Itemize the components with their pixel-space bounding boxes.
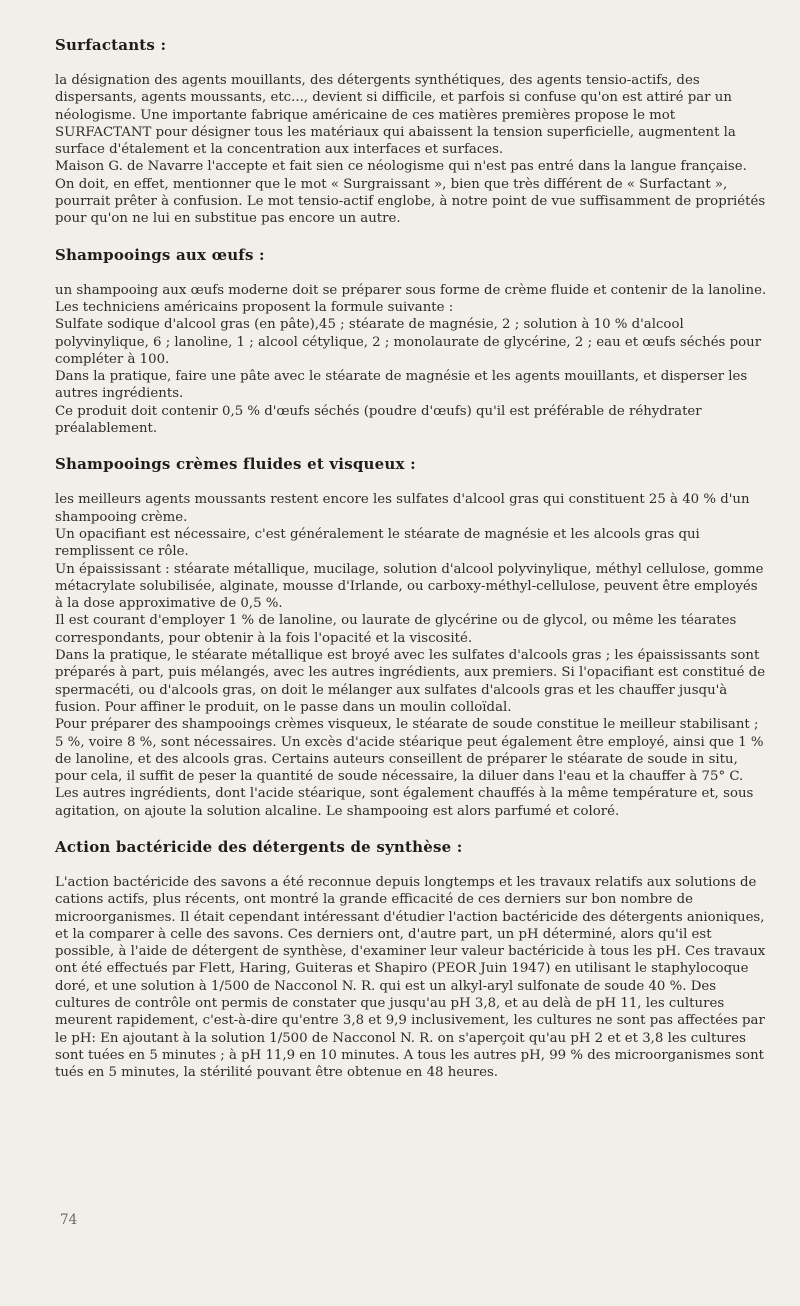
paragraph: Ce produit doit contenir 0,5 % d'œufs séchés (poudre d'œufs) qu'il est préférable de réhydrater préalablement. — [55, 403, 702, 437]
section-heading: Action bactéricide des détergents de synthèse : — [55, 837, 463, 856]
section-heading: Shampooings crèmes fluides et visqueux : — [55, 455, 416, 474]
paragraph: Il est courant d'employer 1 % de lanoline, ou laurate de glycérine ou de glycol, ou même les téarates correspondants, pour obtenir à la fois l'opacité et la viscosité. — [55, 613, 737, 646]
paragraph: L'action bactéricide des savons a été reconnue depuis longtemps et les travaux relatifs aux solutions de cations actifs, plus récents, ont montré la grande efficacité de ces derniers sur bon nombre de microorganismes. Il était cependant intéressant d'étudier l'action bactéricide des détergents anioniques, et la comparer à celle des savons. Ces derniers ont, d'autre part, un pH déterminé, alors qu'il est possible, à l'aide de détergent de synthèse, d'examiner leur valeur bactéricide à tous les pH. Ces travaux ont été effectués par Flett, Haring, Guiteras et Shapiro (PEOR Juin 1947) en utilisant le staphylocoque doré, et une solution à 1/500 de Nacconol N. R. qui est un alkyl-aryl sulfonate de soude 40 %. Des cultures de contrôle ont permis de constater que jusqu'au pH 3,8, et au delà de pH 11, les cultures meurent rapidement, c'est-à-dire qu'entre 3,8 et 9,9 inclusivement, les cultures ne sont pas affectées par le pH: En ajoutant à la solution 1/500 de Nacconol N. R. on s'aperçoit qu'au pH 2 et et 3,8 les cultures sont tuées en 5 minutes ; à pH 11,9 en 10 minutes. A tous les autres pH, 99 % des microorganismes sont tués en 5 minutes, la stérilité pouvant être obtenue en 48 heures. — [55, 874, 766, 1081]
section-surfactants — [55, 36, 767, 228]
paragraph: un shampooing aux œufs moderne doit se préparer sous forme de crème fluide et contenir de la lanoline. Les techniciens américains proposent la formule suivante : — [55, 282, 767, 315]
section-shampooings-cremes — [55, 455, 767, 820]
paragraph: Un opacifiant est nécessaire, c'est généralement le stéarate de magnésie et les alcools gras qui remplissent ce rôle. — [55, 526, 700, 560]
paragraph: Dans la pratique, le stéarate métallique est broyé avec les sulfates d'alcools gras ; les épaississants sont préparés à part, puis mélangés, avec les autres ingrédients, aux premiers. Si l'opacifiant est constitué de spermacéti, ou d'alcools gras, on doit le mélanger aux sulfates d'alcools gras et les chauffer jusqu'à fusion. Pour affiner le produit, on le passe dans un moulin colloïdal. — [55, 648, 766, 715]
section-action-bactericide — [55, 838, 767, 1082]
section-heading: Surfactants : — [55, 36, 167, 54]
document-page — [55, 36, 767, 1100]
section-heading: Shampooings aux œufs : — [55, 245, 265, 264]
paragraph: les meilleurs agents moussants restent encore les sulfates d'alcool gras qui constituent 25 à 40 % d'un shampooing crème. — [55, 492, 750, 525]
paragraph: Pour préparer des shampooings crèmes visqueux, le stéarate de soude constitue le meilleur stabilisant ; 5 %, voire 8 %, sont nécessaires. Un excès d'acide stéarique peut également être employé, ainsi que 1 % de lanoline, et des alcools gras. Certains auteurs conseillent de préparer le stéarate de soude in situ, pour cela, il suffit de peser la quantité de soude nécessaire, la diluer dans l'eau et la chauffer à 75° C. Les autres ingrédients, dont l'acide stéarique, sont également chauffés à la même température et, sous agitation, on ajoute la solution alcaline. Le shampooing est alors parfumé et coloré. — [55, 717, 764, 819]
paragraph: la désignation des agents mouillants, des détergents synthétiques, des agents tensio-actifs, des dispersants, agents moussants, etc..., devient si difficile, et parfois si confuse qu'on est attiré par un néologisme. Une importante fabrique américaine de ces matières premières propose le mot SURFACTANT pour désigner tous les matériaux qui abaissent la tension superficielle, augmentent la surface d'étalement et la concentration aux interfaces et surfaces. — [55, 73, 736, 158]
paragraph: Maison G. de Navarre l'accepte et fait sien ce néologisme qui n'est pas entré dans la langue française. On doit, en effet, mentionner que le mot « Surgraissant », bien que très différent de « Surfactant », pourrait prêter à confusion. Le mot tensio-actif englobe, à notre point de vue suffisamment de propriétés pour qu'on ne lui en substitue pas encore un autre. — [55, 159, 766, 227]
section-shampooings-oeufs — [55, 246, 767, 438]
paragraph: Dans la pratique, faire une pâte avec le stéarate de magnésie et les agents mouillants, et disperser les autres ingrédients. — [55, 369, 748, 402]
paragraph: Un épaississant : stéarate métallique, mucilage, solution d'alcool polyvinylique, méthyl cellulose, gomme métacrylate solubilisée, alginate, mousse d'Irlande, ou carboxy-méthyl-cellulose, peuvent être employés à la dose approximative de 0,5 %. — [55, 561, 764, 612]
page-number: 74 — [60, 1212, 78, 1228]
paragraph: Sulfate sodique d'alcool gras (en pâte),45 ; stéarate de magnésie, 2 ; solution à 10 % d'alcool polyvinylique, 6 ; lanoline, 1 ; alcool cétylique, 2 ; monolaurate de glycérine, 2 ; eau et œufs séchés pour compléter à 100. — [55, 317, 762, 367]
